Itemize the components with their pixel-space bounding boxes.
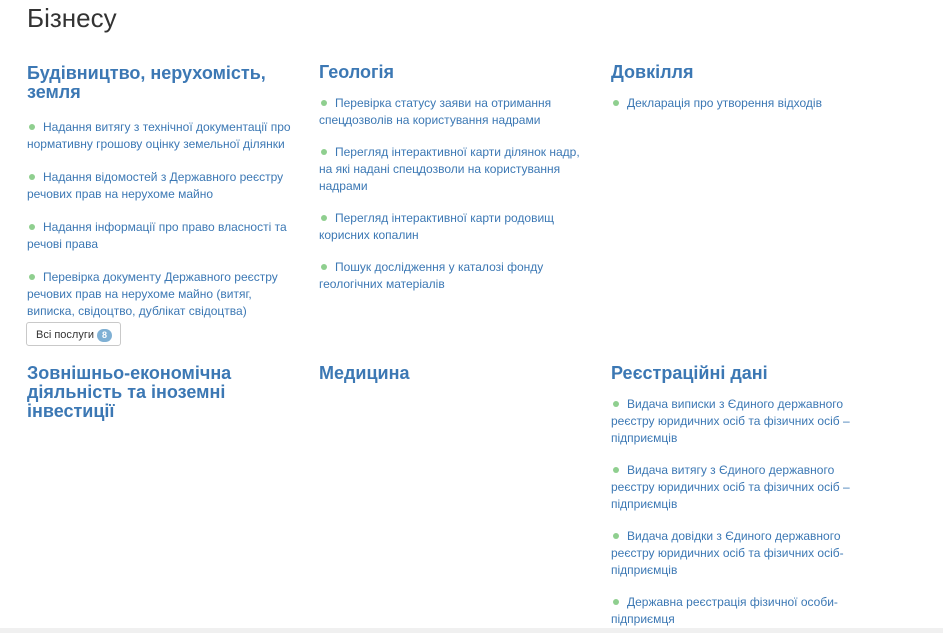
list-item[interactable] — [611, 396, 863, 447]
service-list — [611, 95, 886, 112]
bullet-icon — [29, 174, 35, 180]
bullet-icon — [29, 224, 35, 230]
bullet-icon — [29, 124, 35, 130]
bullet-icon — [29, 274, 35, 280]
bullet-icon — [613, 467, 619, 473]
list-item[interactable] — [611, 95, 886, 112]
page-footer-edge — [0, 628, 943, 633]
category-construction — [27, 64, 302, 320]
all-services-button[interactable] — [26, 322, 121, 346]
list-item[interactable] — [27, 169, 297, 203]
bullet-icon — [321, 215, 327, 221]
category-title[interactable] — [611, 364, 886, 383]
service-list — [319, 95, 591, 293]
bullet-icon — [321, 264, 327, 270]
list-item[interactable] — [319, 259, 591, 293]
category-title[interactable] — [319, 63, 594, 82]
category-title-link[interactable]: Медицина — [319, 363, 410, 383]
bullet-icon — [613, 100, 619, 106]
service-link[interactable]: Декларація про утворення відходів — [627, 96, 822, 110]
service-link[interactable]: Видача витягу з Єдиного державного реєстру юридичних осіб та фізичних осіб – підприємців — [611, 463, 850, 511]
list-item[interactable] — [611, 528, 863, 579]
service-link[interactable]: Державна реєстрація фізичної особи-підприємця — [611, 595, 838, 626]
service-link[interactable]: Надання відомостей з Державного реєстру речових прав на нерухоме майно — [27, 170, 284, 201]
category-title-link[interactable]: Довкілля — [611, 62, 694, 82]
category-registration-data — [611, 364, 886, 628]
category-title[interactable] — [319, 364, 594, 383]
bullet-icon — [613, 533, 619, 539]
list-item[interactable] — [319, 144, 591, 195]
category-title-link[interactable]: Геологія — [319, 62, 395, 82]
category-title[interactable] — [611, 63, 886, 82]
category-medicine — [319, 364, 594, 383]
category-title-link[interactable]: Зовнішньо-економічна діяльність та іноземні інвестиції — [27, 363, 232, 421]
service-link[interactable]: Видача довідки з Єдиного державного реєстру юридичних осіб та фізичних осіб-підприємців — [611, 529, 844, 577]
service-list — [611, 396, 863, 628]
service-link[interactable]: Надання витягу з технічної документації про нормативну грошову оцінку земельної ділянки — [27, 120, 291, 151]
category-title[interactable] — [27, 64, 297, 102]
list-item[interactable] — [611, 594, 863, 628]
service-link[interactable]: Перевірка документу Державного реєстру речових прав на нерухоме майно (витяг, виписка, свідоцтво, дублікат свідоцтва) — [27, 270, 278, 318]
list-item[interactable] — [319, 95, 591, 129]
bullet-icon — [613, 401, 619, 407]
all-services-label: Всі послуги — [36, 329, 94, 341]
category-geology — [319, 63, 594, 293]
category-foreign-trade — [27, 364, 302, 421]
service-link[interactable]: Перевірка статусу заяви на отримання спецдозволів на користування надрами — [319, 96, 552, 127]
service-link[interactable]: Видача виписки з Єдиного державного реєстру юридичних осіб та фізичних осіб – підприємців — [611, 397, 850, 445]
list-item[interactable] — [319, 210, 591, 244]
list-item[interactable] — [27, 219, 297, 253]
category-title[interactable] — [27, 364, 287, 421]
service-link[interactable]: Надання інформації про право власності та речові права — [27, 220, 287, 251]
service-link[interactable]: Пошук дослідження у каталозі фонду геологічних матеріалів — [319, 260, 544, 291]
list-item[interactable] — [611, 462, 863, 513]
service-link[interactable]: Перегляд інтерактивної карти ділянок надр, на які надані спецдозволи на користування надрами — [319, 145, 580, 193]
category-environment — [611, 63, 886, 112]
list-item[interactable] — [27, 269, 297, 320]
list-item[interactable] — [27, 119, 297, 153]
category-title-link[interactable]: Будівництво, нерухомість, земля — [27, 63, 266, 102]
bullet-icon — [321, 149, 327, 155]
service-link[interactable]: Перегляд інтерактивної карти родовищ корисних копалин — [319, 211, 555, 242]
bullet-icon — [321, 100, 327, 106]
services-count-badge: 8 — [97, 329, 112, 342]
service-list — [27, 119, 297, 320]
page-title: Бізнесу — [27, 3, 117, 33]
category-title-link[interactable]: Реєстраційні дані — [611, 363, 768, 383]
bullet-icon — [613, 599, 619, 605]
